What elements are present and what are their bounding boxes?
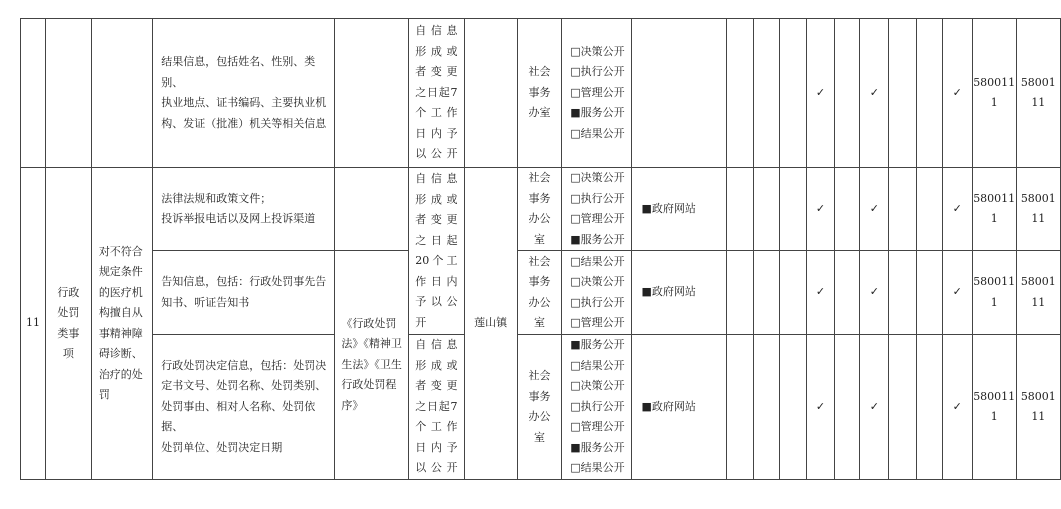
tick-cell [726,251,753,335]
office-cell: 社会 事务 办公 室 [517,168,562,251]
time-limit-cell: 自信息 形成或 者变更 之日起 20个工 作日内 予以公 开 [409,168,464,335]
tick-cell: ✓ [860,19,889,168]
time-limit-cell: 自信息 形成或 者变更 之日起7 个工作 日内予 以公开 [409,335,464,480]
table-row [21,251,1061,335]
table-row [21,335,1061,480]
office-cell: 社会 事务 办公 室 [517,335,562,480]
tick-cell: ✓ [942,19,972,168]
table-row [21,168,1061,251]
tick-cell [754,335,780,480]
basis-cell [335,19,409,168]
code1-cell: 580011 1 [972,335,1016,480]
tick-cell [889,251,916,335]
office-cell: 社会 事务 办室 [517,19,562,168]
code2-cell: 58001 11 [1016,19,1060,168]
tick-cell [889,335,916,480]
tick-cell [889,168,916,251]
code2-cell: 58001 11 [1016,335,1060,480]
tick-cell: ✓ [807,19,834,168]
tick-cell [779,168,806,251]
tick-cell [779,335,806,480]
tick-cell [834,251,860,335]
content-cell: 法律法规和政策文件； 投诉举报电话以及网上投诉渠道 [153,168,335,251]
tick-cell [834,335,860,480]
channel-cell [632,19,726,168]
tick-cell [726,168,753,251]
time-limit-cell: 自信息 形成或 者变更 之日起7 个工作 日内予 以公开 [409,19,464,168]
scope-cell: ■服务公开 □结果公开 □决策公开 □执行公开 □管理公开 ■服务公开 □结果公开 [562,335,632,480]
tick-cell: ✓ [942,168,972,251]
tick-cell [726,19,753,168]
tick-cell [916,168,942,251]
disclosure-table [20,18,1061,480]
category-cell: 行政 处罚 类事 项 [46,168,92,480]
category-cell [46,19,92,168]
tick-cell: ✓ [807,168,834,251]
seq-cell: 11 [21,168,46,480]
tick-cell [916,251,942,335]
town-cell [464,19,517,168]
code1-cell: 580011 1 [972,251,1016,335]
tick-cell: ✓ [860,335,889,480]
tick-cell: ✓ [942,251,972,335]
tick-cell [754,19,780,168]
content-cell: 告知信息，包括：行政处罚事先告 知书、听证告知书 [153,251,335,335]
tick-cell [834,19,860,168]
channel-cell: ■政府网站 [632,168,726,251]
tick-cell [889,19,916,168]
scope-cell: □决策公开 □执行公开 □管理公开 ■服务公开 [562,168,632,251]
scope-cell: □结果公开 □决策公开 □执行公开 □管理公开 [562,251,632,335]
tick-cell: ✓ [807,251,834,335]
basis-cell: 《行政处罚 法》《精神卫 生法》《卫生 行政处罚程 序》 [335,251,409,480]
content-cell: 行政处罚决定信息，包括：处罚决 定书文号、处罚名称、处罚类别、 处罚事由、相对人名称、处罚依据、 处罚单位、处罚决定日期 [153,335,335,480]
tick-cell [754,251,780,335]
tick-cell [916,19,942,168]
content-cell: 结果信息，包括姓名、性别、类别、 执业地点、证书编码、主要执业机 构、发证（批准）机关等相关信息 [153,19,335,168]
town-cell: 莲山镇 [464,168,517,480]
tick-cell [834,168,860,251]
code1-cell: 580011 1 [972,168,1016,251]
tick-cell [726,335,753,480]
tick-cell [779,19,806,168]
tick-cell: ✓ [942,335,972,480]
channel-cell: ■政府网站 [632,251,726,335]
basis-cell [335,168,409,251]
subject-cell: 对不符合 规定条件 的医疗机 构擅自从 事精神障 碍诊断、 治疗的处 罚 [91,168,152,480]
office-cell: 社会 事务 办公 室 [517,251,562,335]
tick-cell: ✓ [860,251,889,335]
seq-cell [21,19,46,168]
scope-cell: □决策公开 □执行公开 □管理公开 ■服务公开 □结果公开 [562,19,632,168]
tick-cell: ✓ [860,168,889,251]
tick-cell: ✓ [807,335,834,480]
channel-cell: ■政府网站 [632,335,726,480]
table-row [21,19,1061,168]
code1-cell: 580011 1 [972,19,1016,168]
code2-cell: 58001 11 [1016,168,1060,251]
code2-cell: 58001 11 [1016,251,1060,335]
subject-cell [91,19,152,168]
tick-cell [916,335,942,480]
tick-cell [779,251,806,335]
tick-cell [754,168,780,251]
